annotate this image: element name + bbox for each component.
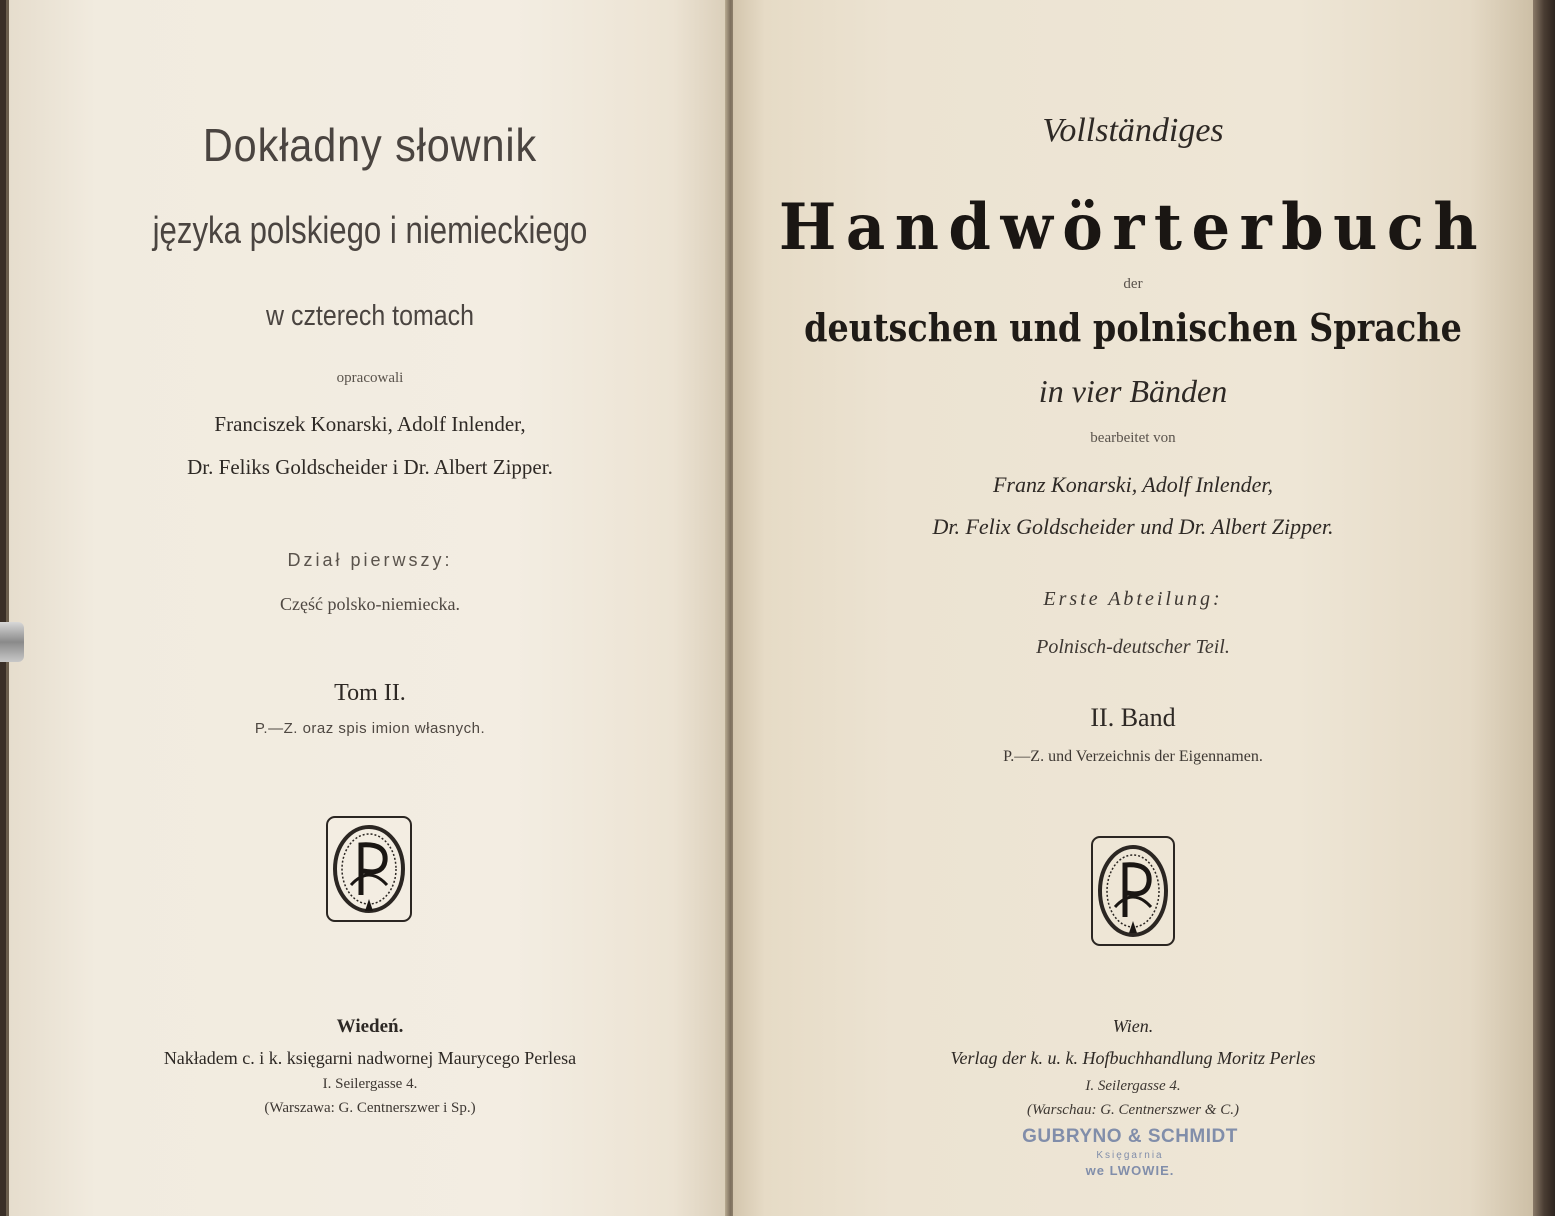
german-part: Polnisch-deutscher Teil. <box>1036 636 1230 658</box>
german-publisher: Verlag der k. u. k. Hofbuchhandlung Moritz Perles <box>950 1048 1316 1068</box>
german-heading: Vollständiges <box>1042 112 1224 149</box>
polish-range: P.—Z. oraz spis imion własnych. <box>254 720 486 737</box>
stamp-line-2: Księgarnia <box>1096 1150 1164 1161</box>
cover-board-edge <box>1533 0 1555 1216</box>
german-section: Erste Abteilung: <box>1043 588 1223 610</box>
publisher-monogram-icon <box>1090 835 1176 947</box>
polish-publisher: Nakładem c. i k. księgarni nadwornej Maurycego Perlesa <box>163 1048 577 1068</box>
german-range: P.—Z. und Verzeichnis der Eigennamen. <box>1003 748 1263 765</box>
publisher-monogram-icon <box>325 815 413 923</box>
german-authors-line-2: Dr. Felix Goldscheider und Dr. Albert Zipper. <box>932 514 1334 539</box>
german-volumes-note: in vier Bänden <box>1038 373 1228 409</box>
german-title: Handwörterbuch <box>778 190 1488 265</box>
left-page-polish-title <box>6 0 731 1216</box>
german-subtitle: deutschen und polnischen Sprache <box>804 305 1462 350</box>
german-der: der <box>1123 276 1143 292</box>
polish-volumes-note: w czterech tomach <box>266 300 474 332</box>
page-clip <box>0 622 24 662</box>
polish-authors-line-2: Dr. Feliks Goldscheider i Dr. Albert Zipper. <box>187 455 553 479</box>
german-address: I. Seilergasse 4. <box>1085 1078 1181 1094</box>
polish-authors-line-1: Franciszek Konarski, Adolf Inlender, <box>214 412 526 436</box>
polish-part: Część polsko-niemiecka. <box>280 594 460 614</box>
polish-city: Wiedeń. <box>336 1016 404 1037</box>
german-city: Wien. <box>1112 1016 1154 1036</box>
polish-section: Dział pierwszy: <box>287 550 453 570</box>
stamp-line-1: GUBRYNO & SCHMIDT <box>1022 1126 1238 1147</box>
stamp-line-3: we LWOWIE. <box>1085 1163 1175 1178</box>
polish-volume: Tom II. <box>334 680 406 706</box>
polish-prepared-by: opracowali <box>336 370 404 386</box>
polish-address: I. Seilergasse 4. <box>322 1076 418 1092</box>
german-prepared-by: bearbeitet von <box>1090 430 1176 446</box>
polish-branch: (Warszawa: G. Centnerszwer i Sp.) <box>264 1100 476 1116</box>
german-volume: II. Band <box>1090 703 1176 732</box>
polish-subtitle: języka polskiego i niemieckiego <box>152 210 588 252</box>
polish-title: Dokładny słownik <box>202 119 538 171</box>
german-branch: (Warschau: G. Centnerszwer & C.) <box>1027 1102 1239 1118</box>
german-authors-line-1: Franz Konarski, Adolf Inlender, <box>992 472 1274 497</box>
bookseller-stamp <box>1000 1126 1260 1186</box>
right-page-german-title <box>733 0 1533 1216</box>
